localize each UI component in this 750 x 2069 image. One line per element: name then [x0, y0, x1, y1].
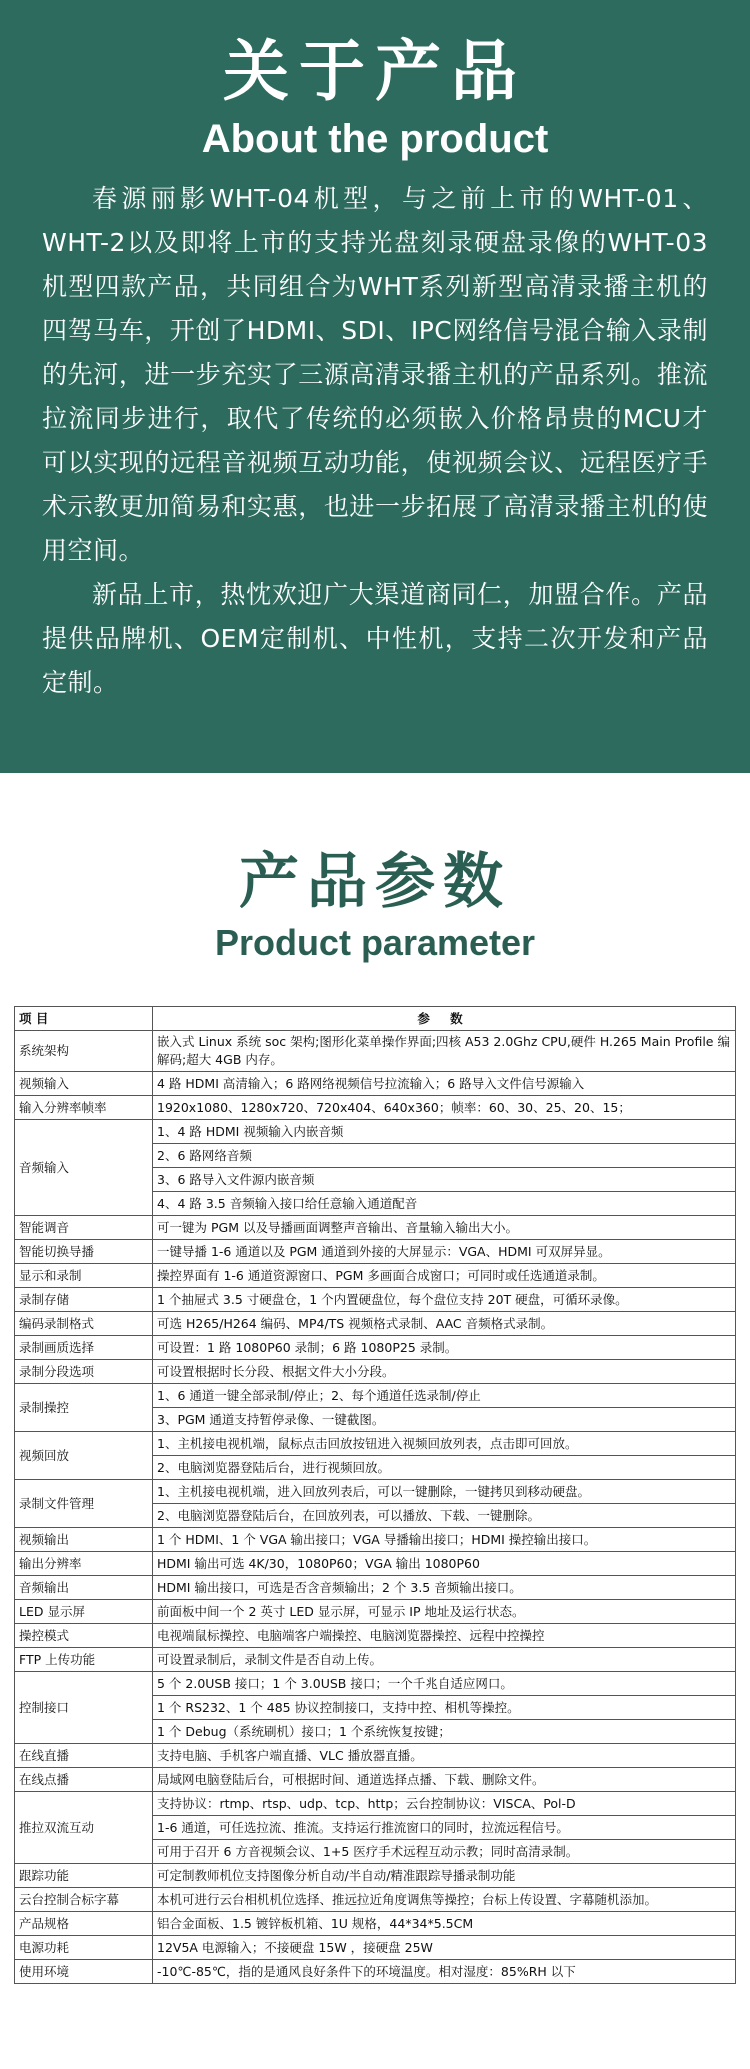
about-paragraph-1: 春源丽影WHT-04机型，与之前上市的WHT-01、WHT-2以及即将上市的支持光盘刻录硬盘录像的WHT-03机型四款产品，共同组合为WHT系列新型高清录播主机的四驾马车，开创了HDMI、SDI、IPC网络信号混合输入录制的先河，进一步充实了三源高清录播主机的产品系列。推流拉流同步进行，取代了传统的必须嵌入价格昂贵的MCU才可以实现的远程音视频互动功能，使视频会议、远程医疗手术示教更加简易和实惠，也进一步拓展了高清录播主机的使用空间。: [42, 183, 708, 565]
spec-label: 录制文件管理: [15, 1480, 153, 1528]
spec-value: 1 个抽屉式 3.5 寸硬盘仓，1 个内置硬盘位，每个盘位支持 20T 硬盘，可循环录像。: [153, 1288, 736, 1312]
spec-value: 1、主机接电视机端，进入回放列表后，可以一键删除，一键拷贝到移动硬盘。: [153, 1480, 736, 1504]
spec-value: 支持协议：rtmp、rtsp、udp、tcp、http；云台控制协议：VISCA、Pol-D: [153, 1792, 736, 1816]
table-row: [15, 1096, 736, 1120]
spec-value: 可设置录制后，录制文件是否自动上传。: [153, 1648, 736, 1672]
spec-value: 1 个 RS232、1 个 485 协议控制接口，支持中控、相机等操控。: [153, 1696, 736, 1720]
spec-value: 操控界面有 1-6 通道资源窗口、PGM 多画面合成窗口；可同时或任选通道录制。: [153, 1264, 736, 1288]
spec-label: 录制操控: [15, 1384, 153, 1432]
table-row: [15, 1864, 736, 1888]
spec-value: 1 个 Debug（系统刷机）接口；1 个系统恢复按键；: [153, 1720, 736, 1744]
table-row: [15, 1312, 736, 1336]
param-title-cn: 产品参数: [239, 847, 511, 917]
spec-label: 产品规格: [15, 1912, 153, 1936]
spec-value: 3、PGM 通道支持暂停录像、一键截图。: [153, 1408, 736, 1432]
table-row: [15, 1624, 736, 1648]
table-row: [15, 1792, 736, 1816]
table-row: [15, 1120, 736, 1144]
spec-label: 云台控制合标字幕: [15, 1888, 153, 1912]
spec-label: 音频输出: [15, 1576, 153, 1600]
table-row: [15, 1672, 736, 1696]
spec-table: [14, 1006, 736, 1984]
spec-value: 可设置：1 路 1080P60 录制；6 路 1080P25 录制。: [153, 1336, 736, 1360]
spec-value: 1、主机接电视机端，鼠标点击回放按钮进入视频回放列表，点击即可回放。: [153, 1432, 736, 1456]
spec-value: 可选 H265/H264 编码、MP4/TS 视频格式录制、AAC 音频格式录制。: [153, 1312, 736, 1336]
table-row: [15, 1552, 736, 1576]
spec-value: 5 个 2.0USB 接口；1 个 3.0USB 接口；一个千兆自适应网口。: [153, 1672, 736, 1696]
table-row: [15, 1288, 736, 1312]
spec-table-header-row: [15, 1007, 736, 1031]
table-row: [15, 1648, 736, 1672]
spec-value: 1-6 通道，可任选拉流、推流。支持运行推流窗口的同时，拉流远程信号。: [153, 1816, 736, 1840]
spec-label: 智能切换导播: [15, 1240, 153, 1264]
spec-value: 2、电脑浏览器登陆后台，在回放列表，可以播放、下载、一键删除。: [153, 1504, 736, 1528]
spec-value: 1、6 通道一键全部录制/停止；2、每个通道任选录制/停止: [153, 1384, 736, 1408]
spec-value: 1 个 HDMI、1 个 VGA 输出接口；VGA 导播输出接口；HDMI 操控输出接口。: [153, 1528, 736, 1552]
spec-value: 一键导播 1-6 通道以及 PGM 通道到外接的大屏显示：VGA、HDMI 可双屏异显。: [153, 1240, 736, 1264]
spec-label: 输入分辨率帧率: [15, 1096, 153, 1120]
table-row: [15, 1744, 736, 1768]
spec-label: 显示和录制: [15, 1264, 153, 1288]
spec-label: 音频输入: [15, 1120, 153, 1216]
spec-value: 本机可进行云台相机机位选择、推远拉近角度调焦等操控；台标上传设置、字幕随机添加。: [153, 1888, 736, 1912]
spec-value: 支持电脑、手机客户端直播、VLC 播放器直播。: [153, 1744, 736, 1768]
table-row: [15, 1528, 736, 1552]
table-row: [15, 1912, 736, 1936]
spec-value: 前面板中间一个 2 英寸 LED 显示屏，可显示 IP 地址及运行状态。: [153, 1600, 736, 1624]
table-row: [15, 1768, 736, 1792]
spec-label: 录制画质选择: [15, 1336, 153, 1360]
spec-label: 视频输入: [15, 1072, 153, 1096]
table-row: [15, 1336, 736, 1360]
table-row: [15, 1600, 736, 1624]
spec-value: HDMI 输出接口，可选是否含音频输出；2 个 3.5 音频输出接口。: [153, 1576, 736, 1600]
spec-label: 电源功耗: [15, 1936, 153, 1960]
about-title-en: About the product: [201, 116, 549, 161]
param-title-en: Product parameter: [214, 922, 536, 963]
about-title-cn: 关于产品: [223, 33, 527, 110]
spec-value: 铝合金面板、1.5 镀锌板机箱、1U 规格，44*34*5.5CM: [153, 1912, 736, 1936]
spec-label: 在线点播: [15, 1768, 153, 1792]
header-value: 参 数: [153, 1007, 736, 1031]
spec-label: 控制接口: [15, 1672, 153, 1744]
header-item: 项 目: [15, 1007, 153, 1031]
spec-value: 可用于召开 6 方音视频会议、1+5 医疗手术远程互动示教；同时高清录制。: [153, 1840, 736, 1864]
table-row: [15, 1360, 736, 1384]
spec-value: 可设置根据时长分段、根据文件大小分段。: [153, 1360, 736, 1384]
spec-value: 4、4 路 3.5 音频输入接口给任意输入通道配音: [153, 1192, 736, 1216]
spec-value: 4 路 HDMI 高清输入；6 路网络视频信号拉流输入；6 路导入文件信号源输入: [153, 1072, 736, 1096]
spec-table-body: [15, 1031, 736, 1984]
spec-value: 嵌入式 Linux 系统 soc 架构;图形化菜单操作界面;四核 A53 2.0Ghz CPU,硬件 H.265 Main Profile 编解码;超大 4GB 内存。: [153, 1031, 736, 1072]
table-row: [15, 1264, 736, 1288]
spec-value: HDMI 输出可选 4K/30，1080P60；VGA 输出 1080P60: [153, 1552, 736, 1576]
spec-label: 视频输出: [15, 1528, 153, 1552]
about-paragraph-2: 新品上市，热忱欢迎广大渠道商同仁，加盟合作。产品提供品牌机、OEM定制机、中性机，支持二次开发和产品定制。: [42, 579, 708, 697]
spec-label: 视频回放: [15, 1432, 153, 1480]
spec-label: 操控模式: [15, 1624, 153, 1648]
table-row: [15, 1216, 736, 1240]
spec-label: FTP 上传功能: [15, 1648, 153, 1672]
table-row: [15, 1480, 736, 1504]
table-row: [15, 1576, 736, 1600]
spec-label: 推拉双流互动: [15, 1792, 153, 1864]
table-row: [15, 1384, 736, 1408]
spec-value: 2、6 路网络音频: [153, 1144, 736, 1168]
spec-label: 输出分辨率: [15, 1552, 153, 1576]
spec-label: LED 显示屏: [15, 1600, 153, 1624]
table-row: [15, 1072, 736, 1096]
table-row: [15, 1936, 736, 1960]
spec-label: 在线直播: [15, 1744, 153, 1768]
spec-label: 编码录制格式: [15, 1312, 153, 1336]
spec-value: 电视端鼠标操控、电脑端客户端操控、电脑浏览器操控、远程中控操控: [153, 1624, 736, 1648]
spec-label: 使用环境: [15, 1960, 153, 1984]
spec-value: 可一键为 PGM 以及导播画面调整声音输出、音量输入输出大小。: [153, 1216, 736, 1240]
table-row: [15, 1960, 736, 1984]
spec-value: 2、电脑浏览器登陆后台，进行视频回放。: [153, 1456, 736, 1480]
spec-label: 智能调音: [15, 1216, 153, 1240]
parameter-section: [0, 773, 750, 1984]
table-row: [15, 1031, 736, 1072]
spec-label: 跟踪功能: [15, 1864, 153, 1888]
spec-label: 录制存储: [15, 1288, 153, 1312]
spec-value: 1920x1080、1280x720、720x404、640x360；帧率：60、30、25、20、15；: [153, 1096, 736, 1120]
about-section: [0, 0, 750, 773]
spec-label: 录制分段选项: [15, 1360, 153, 1384]
spec-value: -10℃-85℃，指的是通风良好条件下的环境温度。相对湿度：85%RH 以下: [153, 1960, 736, 1984]
table-row: [15, 1432, 736, 1456]
spec-value: 3、6 路导入文件源内嵌音频: [153, 1168, 736, 1192]
table-row: [15, 1240, 736, 1264]
spec-label: 系统架构: [15, 1031, 153, 1072]
spec-value: 12V5A 电源输入；不接硬盘 15W ，接硬盘 25W: [153, 1936, 736, 1960]
spec-value: 1、4 路 HDMI 视频输入内嵌音频: [153, 1120, 736, 1144]
spec-value: 可定制教师机位支持图像分析自动/半自动/精准跟踪导播录制功能: [153, 1864, 736, 1888]
table-row: [15, 1888, 736, 1912]
spec-value: 局域网电脑登陆后台，可根据时间、通道选择点播、下载、删除文件。: [153, 1768, 736, 1792]
